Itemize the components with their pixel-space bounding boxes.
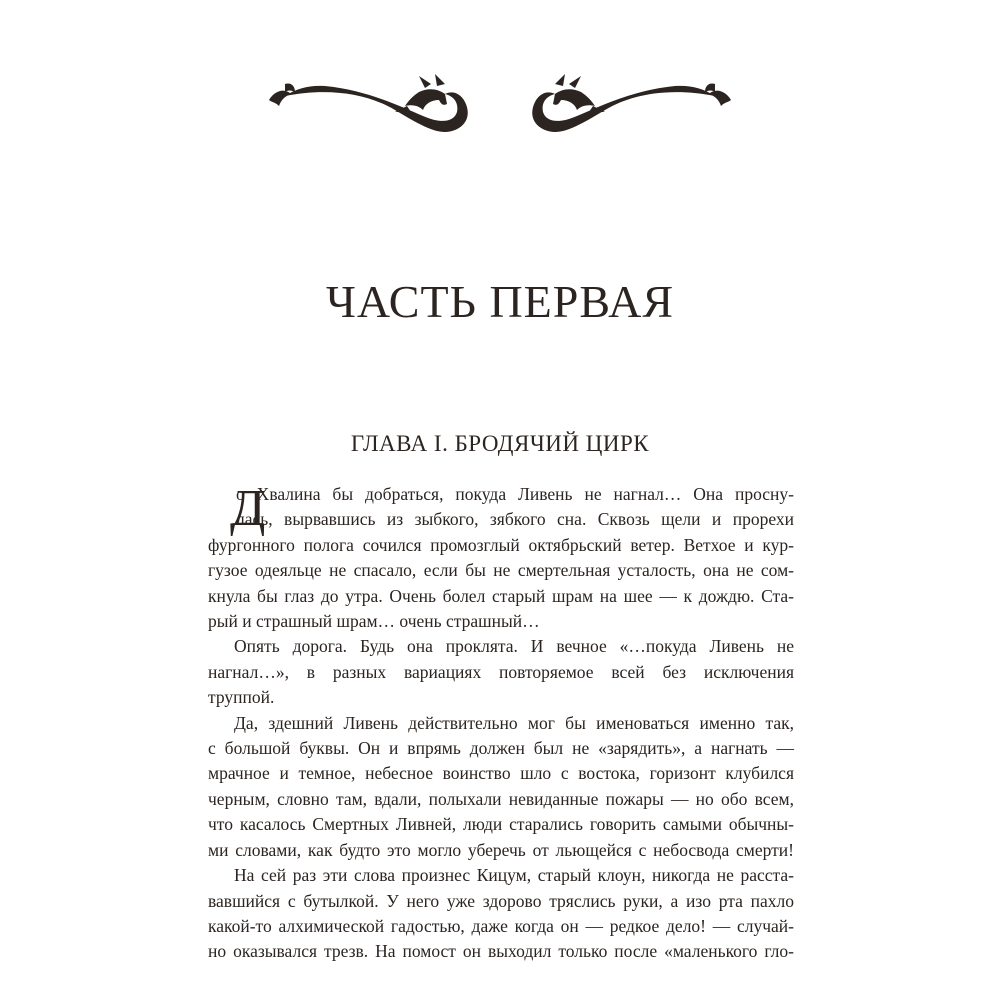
text-line: нагнал…», в разных вариациях повторяемое всей без исключения <box>208 661 794 682</box>
text-line: какой-то алхимической гадостью, даже когда он — редкое дело! — случай- <box>208 915 794 936</box>
text-line: рый и страшный шрам… очень страшный… <box>208 611 540 632</box>
chapter-body <box>208 482 794 965</box>
text-line: фургонного полога сочился промозглый октябрьский ветер. Ветхое и кур- <box>208 534 794 555</box>
text-line: но оказывался трезв. На помост он выходил только после «маленького гло- <box>208 941 794 962</box>
text-line: о Хвалина бы добраться, покуда Ливень не нагнал… Она просну- <box>236 484 794 504</box>
text-line: с большой буквы. Он и впрямь должен был не «зарядить», а нагнать — <box>208 738 794 759</box>
text-line: На сей раз эти слова произнес Кицум, старый клоун, никогда не расста- <box>234 865 794 886</box>
part-title: ЧАСТЬ ПЕРВАЯ <box>325 276 675 327</box>
text-line: лась, вырвавшись из зыбкого, зябкого сна. Сквозь щели и прорехи <box>236 509 794 530</box>
dragon-right-icon <box>532 74 731 132</box>
text-line: Да, здешний Ливень действительно мог бы именоваться именно так, <box>234 712 794 733</box>
chapter-title: ГЛАВА I. БРОДЯЧИЙ ЦИРК <box>350 431 650 456</box>
text-line: Опять дорога. Будь она проклята. И вечное «…покуда Ливень не <box>234 636 794 657</box>
dragon-ornament <box>255 70 745 150</box>
text-line: вавшийся с бутылкой. У него уже здорово тряслись руки, а изо рта пахло <box>208 890 794 911</box>
text-line: что касалось Смертных Ливней, люди старались говорить самыми обычны- <box>208 814 794 835</box>
dragon-left-icon <box>269 74 468 132</box>
text-line: мрачное и темное, небесное воинство шло с востока, горизонт клубился <box>208 763 794 784</box>
drop-cap: Д <box>230 480 266 537</box>
text-line: кнула бы глаз до утра. Очень болел старый шрам на шее — к дождю. Ста- <box>208 585 794 606</box>
text-line: гузое одеяльце не спасало, если бы не смертельная усталость, она не сом- <box>208 560 794 581</box>
text-line: труппой. <box>208 687 275 708</box>
text-line: черным, словно там, вдали, полыхали невиданные пожары — но обо всем, <box>208 788 794 809</box>
text-line: ми словами, как будто это могло уберечь от льющейся с небосвода смерти! <box>208 839 794 860</box>
